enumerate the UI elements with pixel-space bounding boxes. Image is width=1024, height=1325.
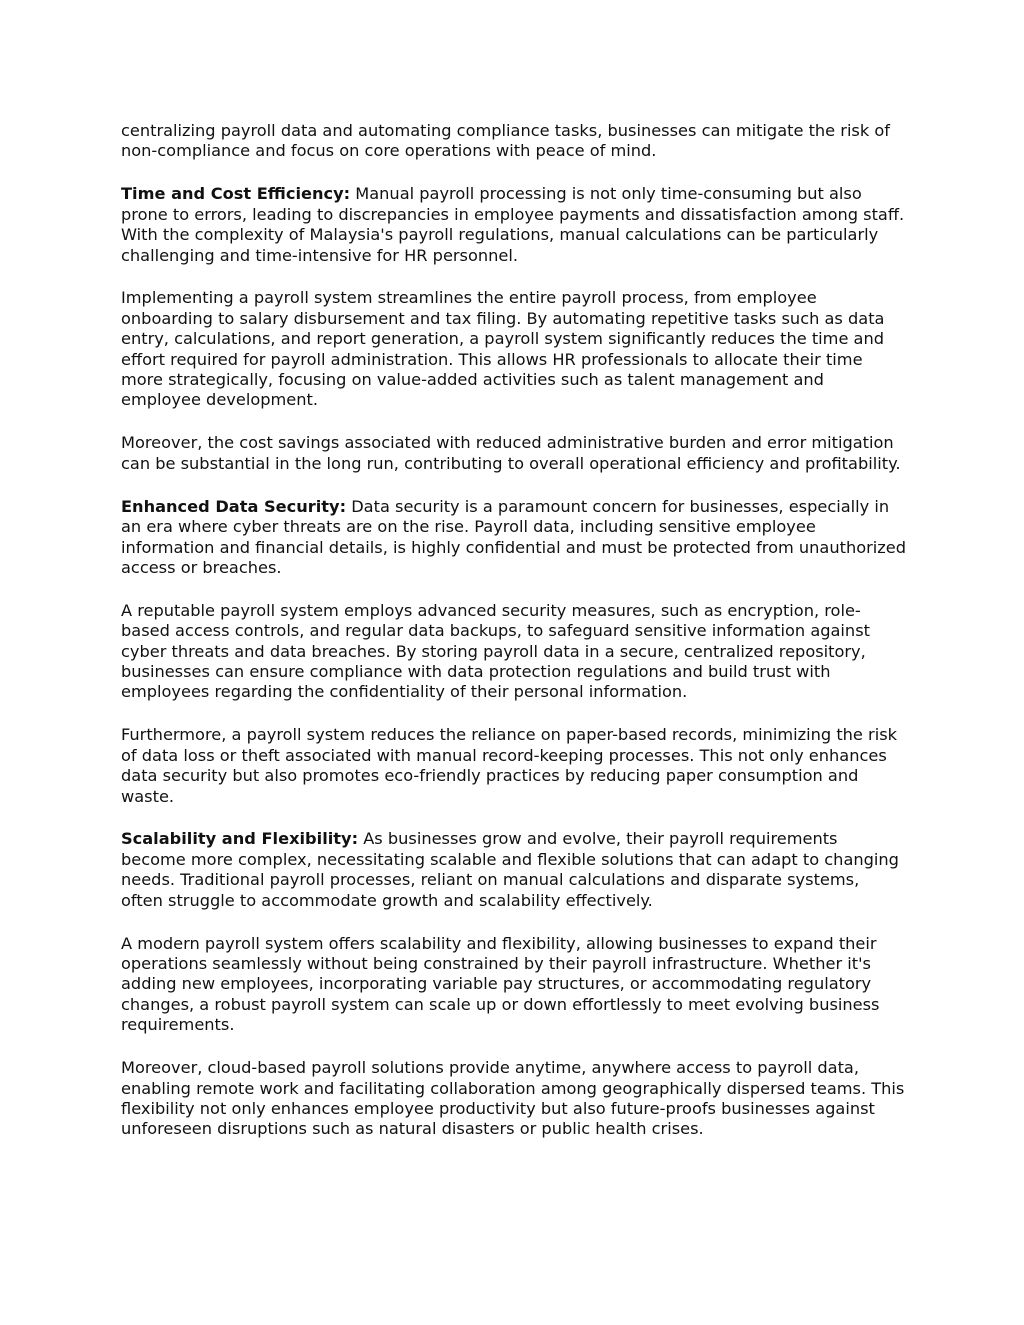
paragraph-cloud-based <box>121 1058 906 1140</box>
document-page <box>121 121 906 1162</box>
paragraph-modern-payroll <box>121 934 906 1036</box>
paragraph-text: A modern payroll system offers scalability and flexibility, allowing businesses to expand their operations seamlessly without being constrained by their payroll infrastructure. Whether it's adding new employees, incorporating variable pay structures, or accommodating regulatory changes, a robust payroll system can scale up or down effortlessly to meet evolving business requirements. <box>121 933 880 1035</box>
paragraph-paper-records <box>121 725 906 807</box>
paragraph-time-cost-efficiency <box>121 184 906 266</box>
paragraph-text: centralizing payroll data and automating compliance tasks, businesses can mitigate the risk of non-compliance and focus on core operations with peace of mind. <box>121 121 890 161</box>
paragraph-text: Moreover, cloud-based payroll solutions provide anytime, anywhere access to payroll data, enabling remote work and facilitating collaboration among geographically dispersed teams. This flexibility not only enhances employee productivity but also future-proofs businesses against unforeseen disruptions such as natural disasters or public health crises. <box>121 1058 905 1139</box>
paragraph-scalability-flexibility <box>121 829 906 911</box>
paragraph-implementing <box>121 288 906 410</box>
paragraph-heading: Enhanced Data Security: <box>121 496 347 516</box>
paragraph-text: Moreover, the cost savings associated with reduced administrative burden and error mitigation can be substantial in the long run, contributing to overall operational efficiency and profitability. <box>121 433 901 473</box>
paragraph-text: A reputable payroll system employs advanced security measures, such as encryption, role-based access controls, and regular data backups, to safeguard sensitive information against cyber threats and data breaches. By storing payroll data in a secure, centralized repository, businesses can ensure compliance with data protection regulations and build trust with employees regarding the confidentiality of their personal information. <box>121 600 870 702</box>
paragraph-heading: Scalability and Flexibility: <box>121 829 359 849</box>
paragraph-text: Data security is a paramount concern for businesses, especially in an era where cyber threats are on the rise. Payroll data, including sensitive employee information and financial details, is highly confidential and must be protected from unauthorized access or breaches. <box>121 496 906 577</box>
paragraph-security-measures <box>121 601 906 703</box>
paragraph-text: Implementing a payroll system streamlines the entire payroll process, from employee onboarding to salary disbursement and tax filing. By automating repetitive tasks such as data entry, calculations, and report generation, a payroll system significantly reduces the time and effort required for payroll administration. This allows HR professionals to allocate their time more strategically, focusing on value-added activities such as talent management and employee development. <box>121 288 885 410</box>
paragraph-heading: Time and Cost Efficiency: <box>121 184 351 204</box>
paragraph-enhanced-data-security <box>121 497 906 579</box>
paragraph-text: As businesses grow and evolve, their payroll requirements become more complex, necessitating scalable and flexible solutions that can adapt to changing needs. Traditional payroll processes, reliant on manual calculations and disparate systems, often struggle to accommodate growth and scalability effectively. <box>121 829 899 910</box>
paragraph-text: Furthermore, a payroll system reduces the reliance on paper-based records, minimizing the risk of data loss or theft associated with manual record-keeping processes. This not only enhances data security but also promotes eco-friendly practices by reducing paper consumption and waste. <box>121 725 898 806</box>
paragraph-text: Manual payroll processing is not only time-consuming but also prone to errors, leading to discrepancies in employee payments and dissatisfaction among staff. With the complexity of Malaysia's payroll regulations, manual calculations can be particularly challenging and time-intensive for HR personnel. <box>121 184 905 265</box>
paragraph-cost-savings <box>121 433 906 474</box>
paragraph-intro-continuation <box>121 121 906 162</box>
